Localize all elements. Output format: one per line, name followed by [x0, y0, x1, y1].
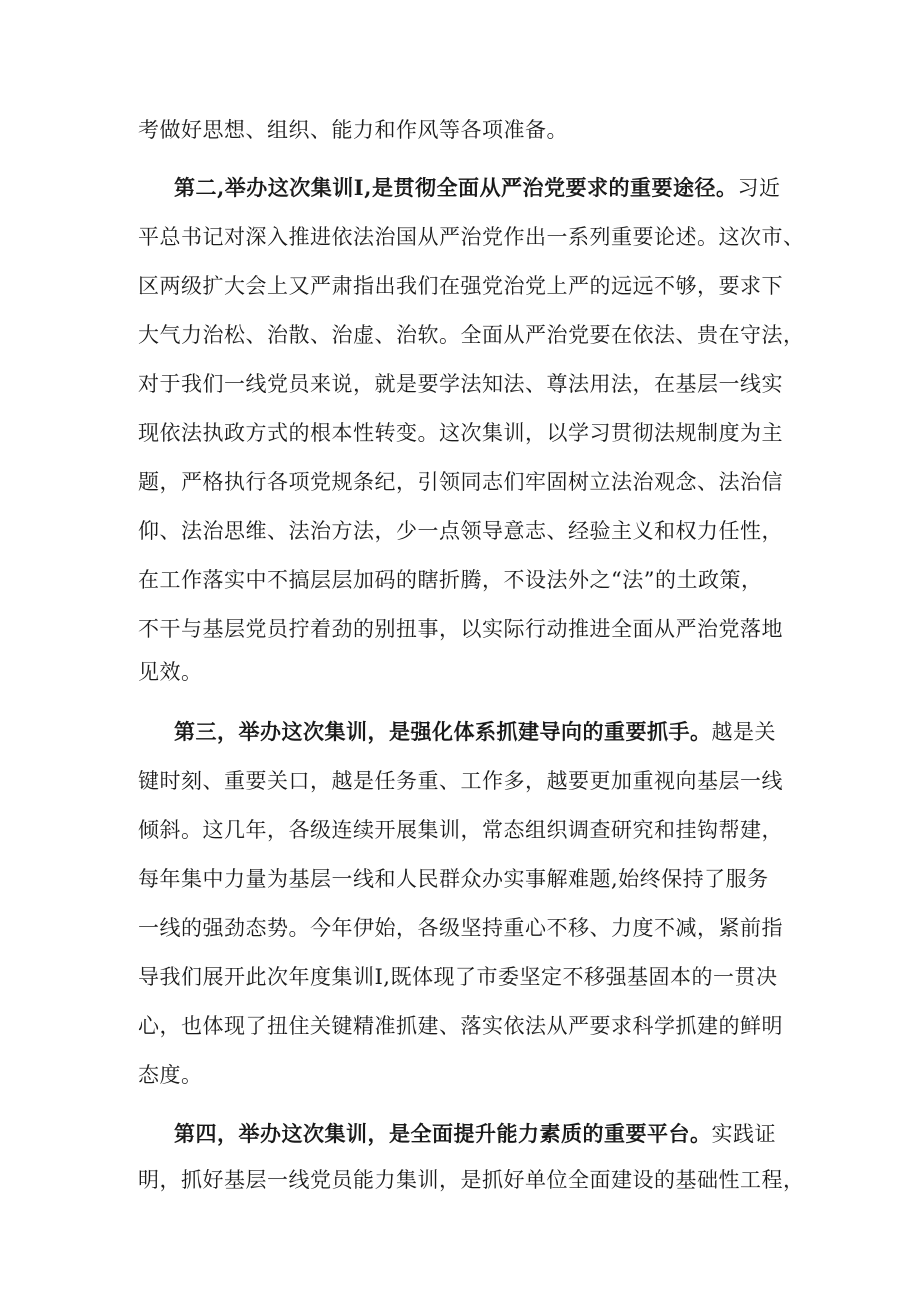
paragraph-2-line-4: 大气力治松、治散、治虚、治软。全面从严治党要在依法、贵在守法， — [138, 323, 805, 347]
paragraph-2-line-10: 不干与基层党员拧着劲的别扭事，以实际行动推进全面从严治党落地 — [138, 617, 783, 641]
paragraph-3-line-8: 态度。 — [138, 1063, 203, 1087]
paragraph-2-line-7: 题，严格执行各项党规条纪，引领同志们牢固树立法治观念、法治信 — [138, 470, 783, 494]
paragraph-3-line-1 — [174, 717, 798, 747]
paragraph-2-heading: 第二,举办这次集训Ⅰ,是贯彻全面从严治党要求的重要途径。 — [174, 175, 738, 200]
paragraph-1-line-1: 考做好思想、组织、能力和作风等各项准备。 — [138, 118, 568, 142]
paragraph-2-line-11: 见效。 — [138, 660, 203, 684]
paragraph-3-line-1-rest: 越是关 — [711, 720, 776, 744]
paragraph-2-line-1-rest: 习近 — [737, 176, 781, 200]
paragraph-3-line-5: 一线的强劲态势。今年伊始，各级坚持重心不移、力度不减，紧前指 — [138, 916, 783, 940]
paragraph-3-line-7: 心，也体现了扭住关键精准抓建、落实依法从严要求科学抓建的鲜明 — [138, 1014, 783, 1038]
paragraph-2-line-2: 平总书记对深入推进依法治国从严治党作出一系列重要论述。这次市、 — [138, 225, 805, 249]
paragraph-4-line-2: 明，抓好基层一线党员能力集训，是抓好单位全面建设的基础性工程， — [138, 1168, 805, 1192]
paragraph-2-line-1 — [174, 173, 798, 203]
paragraph-3-line-2: 键时刻、重要关口，越是任务重、工作多，越要更加重视向基层一线 — [138, 769, 783, 793]
paragraph-3-line-6: 导我们展开此次年度集训Ⅰ,既体现了市委坚定不移强基固本的一贯决 — [138, 965, 778, 989]
paragraph-4-line-1 — [174, 1119, 798, 1149]
paragraph-2-line-3: 区两级扩大会上又严肃指出我们在强党治党上严的远远不够，要求下 — [138, 274, 783, 298]
paragraph-2-line-6: 现依法执政方式的根本性转变。这次集训，以学习贯彻法规制度为主 — [138, 421, 783, 445]
paragraph-3-heading: 第三，举办这次集训，是强化体系抓建导向的重要抓手。 — [174, 719, 712, 744]
paragraph-3-line-4: 每年集中力量为基层一线和人民群众办实事解难题,始终保持了服务 — [138, 867, 769, 891]
paragraph-4-heading: 第四，举办这次集训，是全面提升能力素质的重要平台。 — [174, 1121, 712, 1146]
paragraph-2-line-5: 对于我们一线党员来说，就是要学法知法、尊法用法，在基层一线实 — [138, 372, 783, 396]
paragraph-2-line-9: 在工作落实中不搞层层加码的瞎折腾，不设法外之“法”的土政策， — [138, 568, 763, 592]
paragraph-2-line-8: 仰、法治思维、法治方法，少一点领导意志、经验主义和权力任性， — [138, 519, 783, 543]
paragraph-4-line-1-rest: 实践证 — [711, 1122, 776, 1146]
paragraph-3-line-3: 倾斜。这几年，各级连续开展集训，常态组织调查研究和挂钩帮建， — [138, 818, 783, 842]
